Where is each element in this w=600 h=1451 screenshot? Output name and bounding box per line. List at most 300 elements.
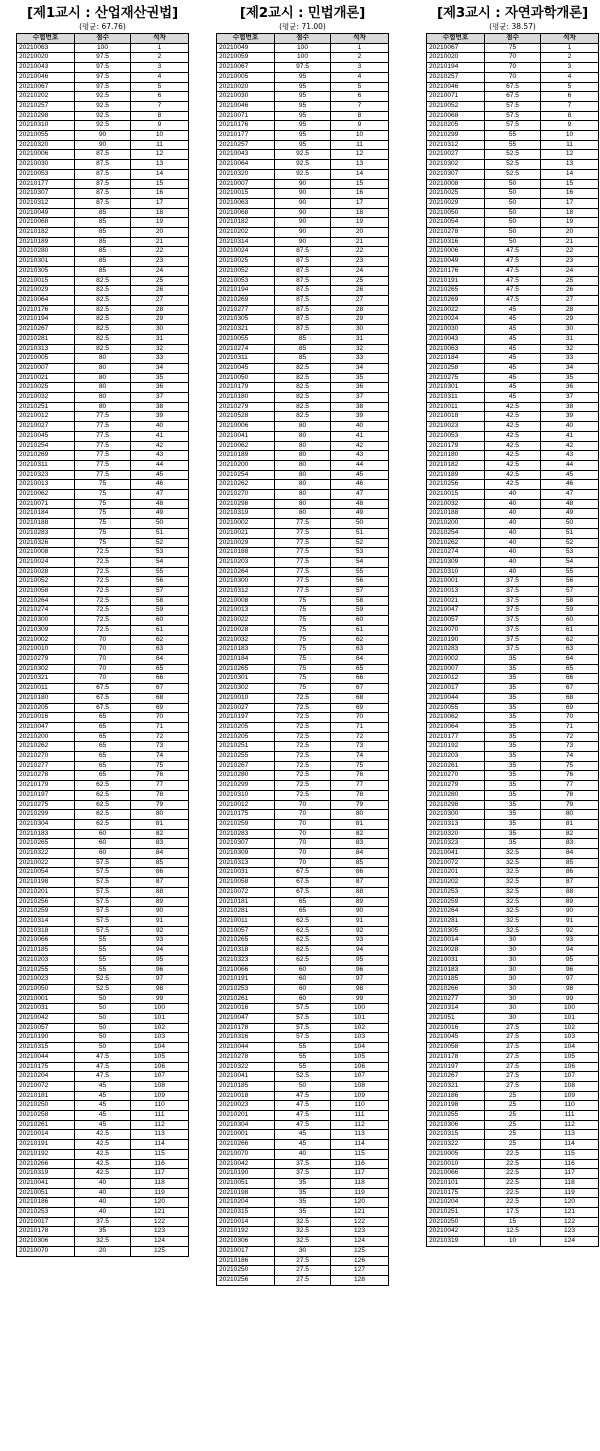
score-cell: 45: [485, 325, 541, 335]
rank-cell: 66: [331, 674, 389, 684]
exam-number-cell: 20210057: [17, 1023, 75, 1033]
rank-cell: 44: [131, 460, 189, 470]
rank-cell: 122: [331, 1217, 389, 1227]
exam-number-cell: 20210027: [427, 150, 485, 160]
score-cell: 45: [485, 334, 541, 344]
rank-cell: 49: [131, 509, 189, 519]
table-row: [427, 334, 599, 344]
exam-number-cell: 20210014: [427, 936, 485, 946]
exam-number-cell: 20210013: [427, 587, 485, 597]
exam-number-cell: 20210029: [17, 286, 75, 296]
score-cell: 37.5: [485, 596, 541, 606]
score-cell: 50: [485, 189, 541, 199]
score-cell: 87.5: [275, 276, 331, 286]
table-row: [427, 567, 599, 577]
exam-number-cell: 20210305: [217, 315, 275, 325]
table-row: [17, 674, 189, 684]
score-cell: 80: [275, 422, 331, 432]
exam-number-cell: 20210323: [217, 955, 275, 965]
table-row: [217, 1208, 389, 1218]
rank-cell: 84: [131, 849, 189, 859]
score-cell: 35: [275, 1208, 331, 1218]
rank-cell: 93: [131, 936, 189, 946]
rank-cell: 9: [131, 121, 189, 131]
exam-number-cell: 20210029: [427, 198, 485, 208]
table-row: [17, 606, 189, 616]
exam-number-cell: 20210179: [217, 383, 275, 393]
score-cell: 27.5: [275, 1266, 331, 1276]
table-row: [17, 664, 189, 674]
table-row: [17, 237, 189, 247]
exam-number-cell: 20210278: [17, 771, 75, 781]
table-row: [427, 684, 599, 694]
score-cell: 82.5: [275, 412, 331, 422]
score-cell: 77.5: [275, 519, 331, 529]
rank-cell: 121: [541, 1208, 599, 1218]
table-row: [427, 984, 599, 994]
table-row: [427, 1217, 599, 1227]
score-cell: 32.5: [485, 868, 541, 878]
exam-number-cell: 20210180: [17, 693, 75, 703]
exam-number-cell: 20210253: [217, 984, 275, 994]
table-row: [427, 266, 599, 276]
table-header-row: [217, 34, 389, 44]
table-row: [217, 150, 389, 160]
exam-number-cell: 20210021: [427, 596, 485, 606]
score-cell: 35: [485, 732, 541, 742]
exam-number-cell: 20210326: [17, 538, 75, 548]
score-cell: 57.5: [275, 1023, 331, 1033]
exam-number-cell: 20210002: [217, 519, 275, 529]
table-row: [17, 140, 189, 150]
exam-number-cell: 20210016: [217, 1004, 275, 1014]
exam-number-cell: 20210023: [17, 975, 75, 985]
table-row: [17, 1101, 189, 1111]
exam-number-cell: 20210306: [217, 1237, 275, 1247]
score-cell: 80: [275, 480, 331, 490]
table-row: [217, 606, 389, 616]
table-row: [427, 761, 599, 771]
score-cell: 77.5: [275, 538, 331, 548]
rank-cell: 120: [331, 1198, 389, 1208]
rank-cell: 79: [331, 800, 389, 810]
rank-cell: 98: [541, 984, 599, 994]
rank-cell: 91: [541, 916, 599, 926]
score-cell: 90: [75, 140, 131, 150]
rank-cell: 33: [131, 354, 189, 364]
rank-cell: 26: [331, 286, 389, 296]
exam-number-cell: 20210300: [427, 810, 485, 820]
table-row: [427, 907, 599, 917]
table-row: [17, 1014, 189, 1024]
exam-number-cell: 20210256: [217, 1276, 275, 1286]
score-cell: 72.5: [75, 587, 131, 597]
rank-cell: 14: [331, 169, 389, 179]
table-row: [17, 907, 189, 917]
table-row: [427, 218, 599, 228]
table-row: [427, 946, 599, 956]
rank-cell: 54: [541, 557, 599, 567]
table-row: [17, 878, 189, 888]
score-cell: 35: [485, 752, 541, 762]
rank-cell: 59: [331, 606, 389, 616]
table-row: [17, 499, 189, 509]
score-cell: 45: [485, 373, 541, 383]
rank-cell: 1: [131, 43, 189, 53]
rank-cell: 76: [541, 771, 599, 781]
rank-cell: 60: [331, 616, 389, 626]
exam-number-cell: 20210052: [17, 577, 75, 587]
table-row: [17, 839, 189, 849]
score-cell: 82.5: [275, 393, 331, 403]
score-cell: 65: [75, 713, 131, 723]
score-cell: 87.5: [75, 179, 131, 189]
header-id: 수험번호: [427, 34, 485, 44]
table-row: [217, 363, 389, 373]
exam-number-cell: 20210182: [427, 460, 485, 470]
table-row: [17, 82, 189, 92]
rank-cell: 70: [131, 713, 189, 723]
table-row: [427, 422, 599, 432]
exam-number-cell: 20210190: [427, 635, 485, 645]
exam-number-cell: 20210307: [217, 839, 275, 849]
table-row: [427, 1159, 599, 1169]
table-row: [217, 131, 389, 141]
table-row: [217, 1052, 389, 1062]
rank-cell: 2: [331, 53, 389, 63]
score-cell: 75: [75, 509, 131, 519]
exam-number-cell: 20210258: [427, 363, 485, 373]
rank-cell: 26: [541, 286, 599, 296]
exam-number-cell: 20210011: [217, 916, 275, 926]
score-cell: 42.5: [75, 1169, 131, 1179]
score-cell: 40: [275, 1149, 331, 1159]
exam-number-cell: 20210177: [427, 732, 485, 742]
exam-number-cell: 20210032: [17, 393, 75, 403]
score-cell: 57.5: [75, 878, 131, 888]
score-cell: 65: [75, 722, 131, 732]
exam-number-cell: 20210312: [427, 140, 485, 150]
score-cell: 67.5: [485, 82, 541, 92]
rank-cell: 65: [541, 664, 599, 674]
exam-number-cell: 20210188: [217, 548, 275, 558]
table-row: [17, 926, 189, 936]
score-cell: 77.5: [75, 422, 131, 432]
score-cell: 62.5: [75, 781, 131, 791]
exam-number-cell: 20210013: [17, 480, 75, 490]
table-row: [17, 771, 189, 781]
score-cell: 77.5: [275, 587, 331, 597]
rank-cell: 112: [131, 1120, 189, 1130]
table-row: [217, 994, 389, 1004]
table-row: [17, 189, 189, 199]
rank-cell: 120: [541, 1198, 599, 1208]
score-cell: 35: [485, 722, 541, 732]
score-cell: 50: [75, 1023, 131, 1033]
exam-number-cell: 20210205: [17, 703, 75, 713]
score-cell: 37.5: [275, 1169, 331, 1179]
exam-number-cell: 20210298: [427, 800, 485, 810]
score-cell: 45: [485, 363, 541, 373]
score-cell: 30: [275, 1246, 331, 1256]
rank-cell: 67: [131, 684, 189, 694]
table-row: [17, 713, 189, 723]
score-cell: 82.5: [75, 325, 131, 335]
table-row: [17, 936, 189, 946]
exam-number-cell: 20210300: [17, 616, 75, 626]
exam-number-cell: 20210283: [427, 645, 485, 655]
table-row: [427, 208, 599, 218]
exam-number-cell: 20210198: [217, 1188, 275, 1198]
rank-cell: 121: [131, 1208, 189, 1218]
table-row: [17, 868, 189, 878]
table-row: [217, 946, 389, 956]
table-body: [217, 43, 389, 1285]
score-cell: 40: [485, 538, 541, 548]
exam-number-cell: 20210025: [217, 257, 275, 267]
table-row: [217, 878, 389, 888]
table-row: [427, 1169, 599, 1179]
table-row: [217, 1217, 389, 1227]
rank-cell: 10: [541, 131, 599, 141]
exam-number-cell: 20210250: [427, 1217, 485, 1227]
exam-number-cell: 20210183: [427, 965, 485, 975]
score-cell: 80: [275, 460, 331, 470]
rank-cell: 91: [331, 916, 389, 926]
score-cell: 47.5: [485, 286, 541, 296]
rank-cell: 12: [331, 150, 389, 160]
score-cell: 12.5: [485, 1227, 541, 1237]
rank-cell: 7: [331, 101, 389, 111]
table-row: [217, 179, 389, 189]
score-cell: 82.5: [75, 286, 131, 296]
rank-cell: 46: [541, 480, 599, 490]
score-cell: 52.5: [485, 160, 541, 170]
score-cell: 32.5: [485, 897, 541, 907]
score-cell: 65: [75, 761, 131, 771]
table-row: [427, 839, 599, 849]
table-row: [17, 412, 189, 422]
exam-number-cell: 20210264: [427, 907, 485, 917]
rank-cell: 38: [541, 402, 599, 412]
rank-cell: 44: [331, 460, 389, 470]
score-cell: 87.5: [275, 286, 331, 296]
rank-cell: 72: [131, 732, 189, 742]
score-cell: 27.5: [485, 1023, 541, 1033]
score-cell: 10: [485, 1237, 541, 1247]
rank-cell: 106: [541, 1062, 599, 1072]
score-table: [426, 33, 599, 1247]
rank-cell: 46: [131, 480, 189, 490]
score-cell: 15: [485, 1217, 541, 1227]
rank-cell: 91: [131, 916, 189, 926]
score-cell: 35: [485, 655, 541, 665]
rank-cell: 17: [131, 198, 189, 208]
table-row: [17, 519, 189, 529]
exam-number-cell: 20210204: [17, 1072, 75, 1082]
rank-cell: 13: [331, 160, 389, 170]
exam-number-cell: 20210042: [17, 1014, 75, 1024]
exam-number-cell: 20210024: [217, 247, 275, 257]
score-cell: 47.5: [75, 1052, 131, 1062]
rank-cell: 18: [131, 208, 189, 218]
table-row: [427, 1052, 599, 1062]
rank-cell: 8: [541, 111, 599, 121]
rank-cell: 32: [331, 344, 389, 354]
exam-number-cell: 20210278: [427, 228, 485, 238]
rank-cell: 35: [131, 373, 189, 383]
score-cell: 45: [275, 1130, 331, 1140]
table-row: [427, 1130, 599, 1140]
table-row: [217, 800, 389, 810]
table-row: [217, 1120, 389, 1130]
rank-cell: 102: [131, 1023, 189, 1033]
table-row: [217, 829, 389, 839]
table-row: [17, 1217, 189, 1227]
rank-cell: 51: [331, 528, 389, 538]
exam-number-cell: 20210309: [17, 625, 75, 635]
exam-number-cell: 20210043: [217, 150, 275, 160]
score-cell: 37.5: [485, 625, 541, 635]
rank-cell: 62: [541, 635, 599, 645]
score-cell: 30: [485, 984, 541, 994]
exam-number-cell: 20210205: [427, 121, 485, 131]
exam-number-cell: 20210302: [17, 664, 75, 674]
exam-number-cell: 20210311: [217, 354, 275, 364]
exam-number-cell: 20210528: [217, 412, 275, 422]
exam-number-cell: 20210067: [217, 63, 275, 73]
exam-number-cell: 20210005: [17, 354, 75, 364]
exam-number-cell: 20210005: [217, 72, 275, 82]
table-row: [427, 742, 599, 752]
exam-number-cell: 20210283: [217, 829, 275, 839]
exam-number-cell: 20210312: [17, 198, 75, 208]
exam-number-cell: 20210066: [17, 936, 75, 946]
exam-number-cell: 20210063: [427, 344, 485, 354]
rank-cell: 87: [331, 878, 389, 888]
table-row: [427, 315, 599, 325]
table-row: [217, 790, 389, 800]
exam-number-cell: 20210006: [427, 247, 485, 257]
score-cell: 75: [75, 519, 131, 529]
rank-cell: 50: [541, 519, 599, 529]
score-cell: 47.5: [485, 295, 541, 305]
table-row: [427, 1004, 599, 1014]
rank-cell: 79: [131, 800, 189, 810]
rank-cell: 18: [331, 208, 389, 218]
table-row: [17, 567, 189, 577]
rank-cell: 123: [541, 1227, 599, 1237]
table-row: [427, 616, 599, 626]
exam-number-cell: 20210270: [217, 490, 275, 500]
rank-cell: 57: [131, 587, 189, 597]
table-row: [427, 1043, 599, 1053]
table-row: [17, 965, 189, 975]
exam-number-cell: 20210018: [427, 412, 485, 422]
exam-number-cell: 20210305: [17, 266, 75, 276]
rank-cell: 67: [541, 684, 599, 694]
exam-number-cell: 20210200: [17, 732, 75, 742]
table-row: [217, 1246, 389, 1256]
exam-number-cell: 20210322: [427, 1140, 485, 1150]
table-row: [427, 693, 599, 703]
rank-cell: 45: [131, 470, 189, 480]
rank-cell: 66: [541, 674, 599, 684]
rank-cell: 12: [131, 150, 189, 160]
rank-cell: 96: [331, 965, 389, 975]
rank-cell: 69: [131, 703, 189, 713]
rank-cell: 86: [131, 868, 189, 878]
score-cell: 55: [275, 1052, 331, 1062]
table-row: [17, 334, 189, 344]
score-cell: 45: [485, 393, 541, 403]
rank-cell: 16: [131, 189, 189, 199]
rank-cell: 42: [331, 441, 389, 451]
rank-cell: 61: [131, 625, 189, 635]
rank-cell: 12: [541, 150, 599, 160]
score-cell: 55: [485, 131, 541, 141]
score-cell: 22.5: [485, 1178, 541, 1188]
table-row: [427, 43, 599, 53]
exam-number-cell: 20210062: [217, 441, 275, 451]
table-row: [17, 198, 189, 208]
table-row: [427, 189, 599, 199]
exam-number-cell: 20210175: [427, 1188, 485, 1198]
table-row: [217, 839, 389, 849]
score-cell: 82.5: [75, 315, 131, 325]
rank-cell: 71: [131, 722, 189, 732]
rank-cell: 75: [131, 761, 189, 771]
table-row: [427, 819, 599, 829]
score-cell: 95: [275, 131, 331, 141]
table-row: [427, 63, 599, 73]
score-cell: 42.5: [75, 1159, 131, 1169]
score-cell: 80: [75, 383, 131, 393]
table-row: [217, 509, 389, 519]
score-cell: 87.5: [75, 150, 131, 160]
score-cell: 50: [485, 228, 541, 238]
exam-number-cell: 20210010: [217, 693, 275, 703]
score-cell: 65: [75, 732, 131, 742]
rank-cell: 51: [541, 528, 599, 538]
table-row: [427, 752, 599, 762]
rank-cell: 90: [331, 907, 389, 917]
exam-number-cell: 20210047: [427, 606, 485, 616]
rank-cell: 48: [131, 499, 189, 509]
rank-cell: 35: [541, 373, 599, 383]
table-row: [17, 228, 189, 238]
exam-number-cell: 20210184: [427, 354, 485, 364]
score-cell: 70: [275, 800, 331, 810]
table-row: [17, 92, 189, 102]
table-row: [217, 1004, 389, 1014]
rank-cell: 53: [541, 548, 599, 558]
rank-cell: 35: [331, 373, 389, 383]
table-row: [427, 247, 599, 257]
exam-number-cell: 20210300: [217, 577, 275, 587]
table-row: [217, 121, 389, 131]
score-cell: 32.5: [485, 858, 541, 868]
rank-cell: 85: [331, 858, 389, 868]
table-row: [217, 305, 389, 315]
exam-number-cell: 20210002: [427, 655, 485, 665]
score-cell: 22.5: [485, 1169, 541, 1179]
rank-cell: 74: [541, 752, 599, 762]
score-cell: 72.5: [275, 742, 331, 752]
exam-number-cell: 20210046: [17, 72, 75, 82]
score-cell: 45: [485, 344, 541, 354]
score-cell: 57.5: [485, 111, 541, 121]
